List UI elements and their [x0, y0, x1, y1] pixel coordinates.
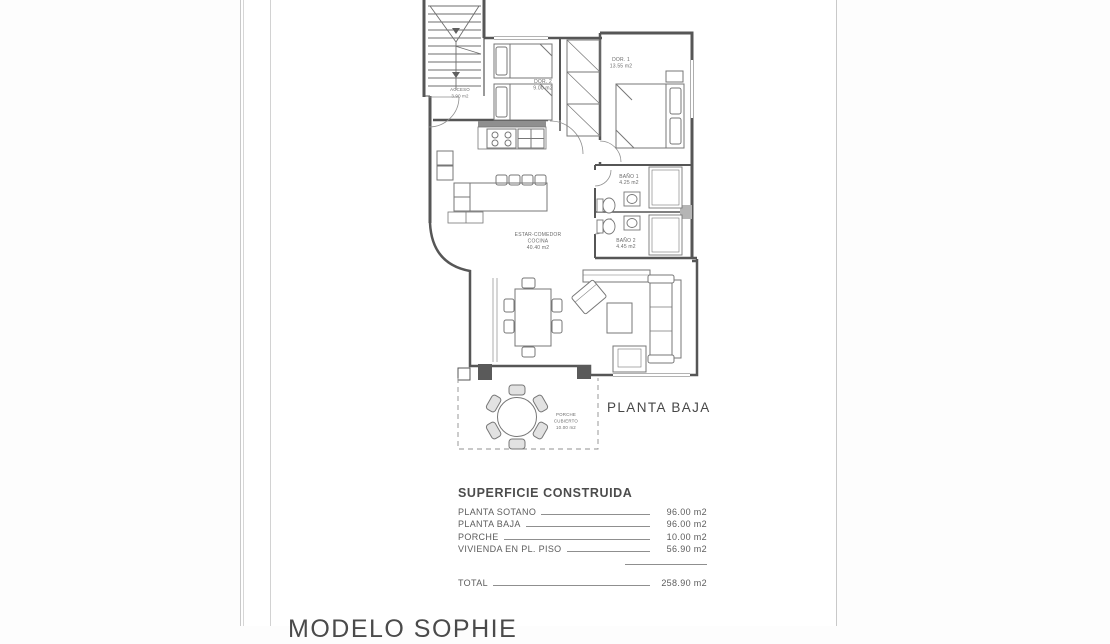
- room-label-dor1: DOR. 1: [612, 57, 630, 63]
- room-area-acceso: 3.90 m2: [451, 93, 469, 99]
- porch-chair: [509, 439, 525, 449]
- row-value: 56.90 m2: [666, 543, 707, 554]
- stove: [487, 129, 516, 148]
- base-cabinet: [448, 212, 483, 223]
- bath1-door-arc: [595, 170, 611, 186]
- room-label-acceso: ACCESO: [450, 87, 470, 92]
- plan-title: PLANTA BAJA: [607, 400, 711, 415]
- porch: [458, 378, 598, 449]
- porch-table: [485, 385, 548, 449]
- counter-cabinet: [518, 129, 544, 148]
- table-row: [458, 532, 707, 544]
- room-label-estar-2: COCINA: [527, 238, 549, 245]
- chair: [522, 347, 535, 357]
- fridge: [437, 151, 453, 180]
- row-label: VIVIENDA EN PL. PISO: [458, 543, 562, 554]
- room-area-bano1: 4.25 m2: [619, 180, 639, 186]
- room-label-estar: ESTAR-COMEDOR: [514, 232, 562, 238]
- room-area-porche: 10.00 m2: [556, 425, 576, 430]
- room-label-porche: PORCHE: [556, 412, 576, 417]
- kitchen-island: [454, 175, 547, 211]
- chair: [504, 299, 514, 312]
- kitchen: [437, 121, 547, 223]
- chair: [504, 320, 514, 333]
- entry-door-arc: [429, 97, 459, 127]
- shower: [649, 167, 682, 208]
- room-area-bano2: 4.45 m2: [616, 244, 636, 250]
- leader-line: [493, 584, 650, 586]
- surface-table: [458, 486, 707, 590]
- dining-set: [504, 278, 562, 357]
- nightstand: [666, 71, 683, 82]
- stair-arrow-icon: [452, 28, 460, 34]
- stairs: [428, 6, 481, 90]
- stair-arrow-icon: [452, 72, 460, 78]
- chair: [522, 278, 535, 288]
- table-row: [458, 519, 707, 531]
- dining-table: [515, 289, 551, 346]
- glass-door-lines: [493, 278, 497, 362]
- leader-line: [526, 525, 650, 527]
- wardrobe: [567, 40, 600, 136]
- room-label-bano2: BAÑO 2: [616, 238, 636, 244]
- leader-line: [504, 538, 650, 540]
- toilet-icon: [603, 219, 615, 234]
- bedroom1-bed: [616, 71, 684, 148]
- coffee-table: [607, 303, 632, 333]
- bathroom1-fixtures: [597, 167, 682, 213]
- surface-table-rows: [458, 507, 707, 556]
- model-title: MODELO SOPHIE: [288, 615, 518, 643]
- row-label: PORCHE: [458, 531, 499, 542]
- row-label: PLANTA SOTANO: [458, 507, 537, 517]
- row-value: 96.00 m2: [666, 519, 707, 530]
- toilet-icon: [603, 198, 615, 213]
- living-furniture: [571, 270, 681, 372]
- table-total-row: [458, 578, 707, 590]
- toilet-tank: [597, 220, 603, 233]
- room-area-dor1: 13.55 m2: [609, 63, 633, 70]
- toilet-tank: [597, 199, 603, 212]
- row-label: PLANTA BAJA: [458, 519, 521, 530]
- table-row: [458, 507, 707, 519]
- shower: [649, 215, 682, 255]
- surface-table-title: SUPERFICIE CONSTRUIDA: [458, 486, 633, 500]
- table-row: [458, 544, 707, 556]
- row-value: 96.00 m2: [666, 507, 707, 517]
- total-label: TOTAL: [458, 578, 488, 589]
- leader-line: [567, 550, 650, 552]
- total-value: 258.90 m2: [661, 578, 707, 589]
- chair: [552, 299, 562, 312]
- sofa: [648, 275, 681, 363]
- porch-chair: [509, 385, 525, 395]
- room-area-estar: 40.40 m2: [526, 245, 550, 251]
- total-separator-line: [625, 564, 707, 565]
- bathroom2-fixtures: [597, 215, 682, 255]
- room-label-porche-2: CUBIERTO: [553, 418, 579, 424]
- wall-cabinet: [478, 121, 546, 127]
- room-label-bano1: BAÑO 1: [619, 174, 639, 180]
- room-area-dor2: 9.00 m2: [533, 85, 553, 92]
- room-label-dor2: DOR. 2: [534, 79, 552, 85]
- round-table: [498, 398, 537, 437]
- leader-line: [541, 513, 650, 515]
- armchair: [571, 280, 607, 315]
- chair: [552, 320, 562, 333]
- row-value: 10.00 m2: [666, 531, 707, 542]
- armchair-bottom: [613, 346, 646, 372]
